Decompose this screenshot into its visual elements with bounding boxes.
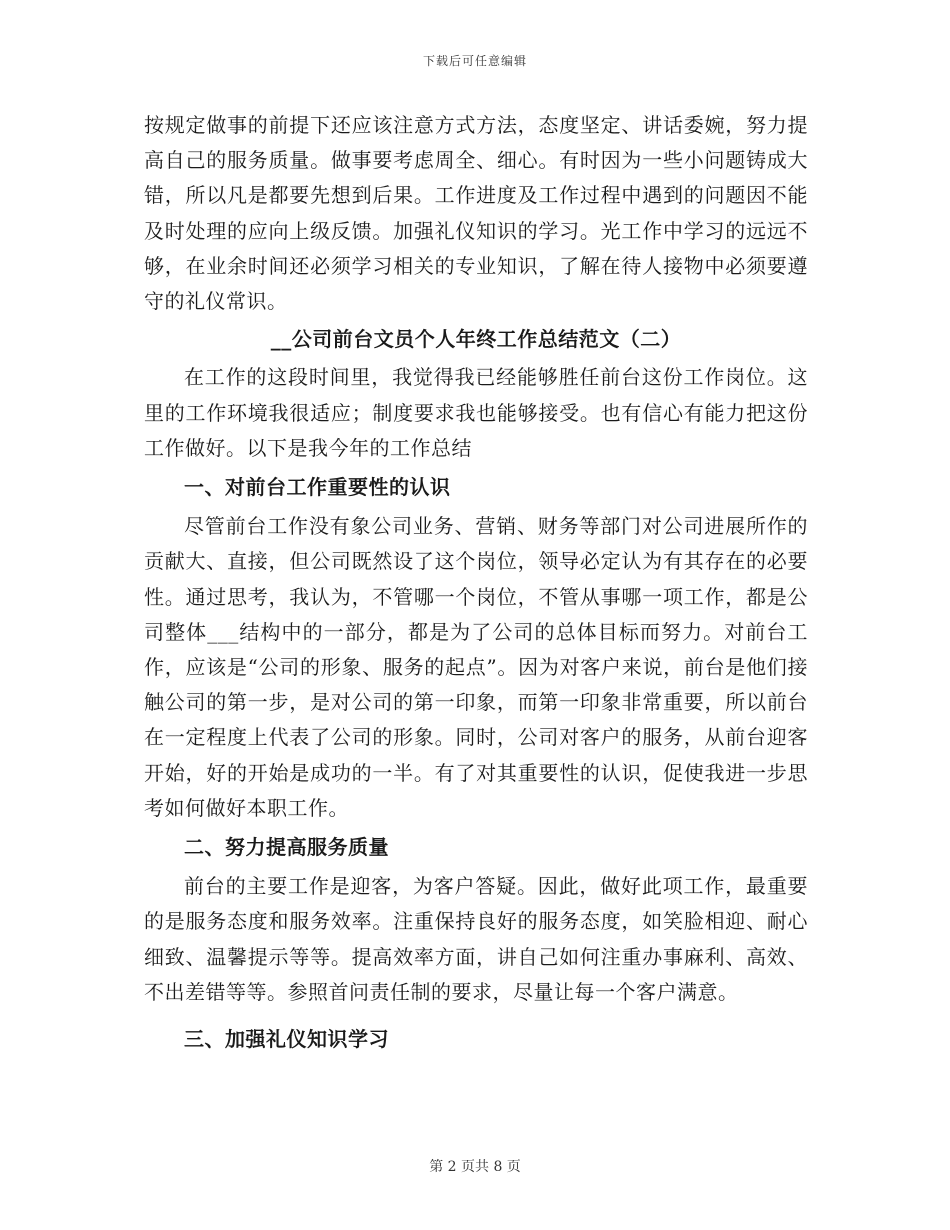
document-title: __公司前台文员个人年终工作总结范文（二）	[270, 327, 682, 352]
section-heading-2: 二、努力提高服务质量	[184, 835, 389, 860]
paragraph-section-1: 尽管前台工作没有象公司业务、营销、财务等部门对公司进展所作的贡献大、直接，但公司既然设了这个岗位，领导必定认为有其存在的必要性。通过思考，我认为，不管哪一个岗位，不管从事哪一项工作，都是公司整体___结构中的一部分，都是为了公司的总体目标而努力。对前台工作，应该是“公司的形象、服务的起点”。因为对客户来说，前台是他们接触公司的第一步，是对公司的第一印象，而第一印象非常重要，所以前台在一定程度上代表了公司的形象。同时，公司对客户的服务，从前台迎客开始，好的开始是成功的一半。有了对其重要性的认识，促使我进一步思考如何做好本职工作。	[144, 514, 808, 820]
section-heading-3: 三、加强礼仪知识学习	[184, 1027, 389, 1052]
paragraph-continued: 按规定做事的前提下还应该注意方式方法，态度坚定、讲话委婉，努力提高自己的服务质量。做事要考虑周全、细心。有时因为一些小问题铸成大错，所以凡是都要先想到后果。工作进度及工作过程中遇到的问题因不能及时处理的应向上级反馈。加强礼仪知识的学习。光工作中学习的远远不够，在业余时间还必须学习相关的专业知识，了解在待人接物中必须要遵守的礼仪常识。	[144, 113, 808, 314]
paragraph-section-2: 前台的主要工作是迎客，为客户答疑。因此，做好此项工作，最重要的是服务态度和服务效率。注重保持良好的服务态度，如笑脸相迎、耐心细致、温馨提示等等。提高效率方面，讲自己如何注重办事麻利、高效、不出差错等等。参照首问责任制的要求，尽量让每一个客户满意。	[144, 874, 808, 1004]
page-footer: 第 2 页共 8 页	[429, 1159, 521, 1175]
document-body	[144, 108, 808, 1061]
paragraph-intro: 在工作的这段时间里，我觉得我已经能够胜任前台这份工作岗位。这里的工作环境我很适应；制度要求我也能够接受。也有信心有能力把这份工作做好。以下是我今年的工作总结	[144, 365, 808, 460]
page-header: 下载后可任意编辑	[422, 54, 527, 68]
section-heading-1: 一、对前台工作重要性的认识	[184, 475, 451, 500]
